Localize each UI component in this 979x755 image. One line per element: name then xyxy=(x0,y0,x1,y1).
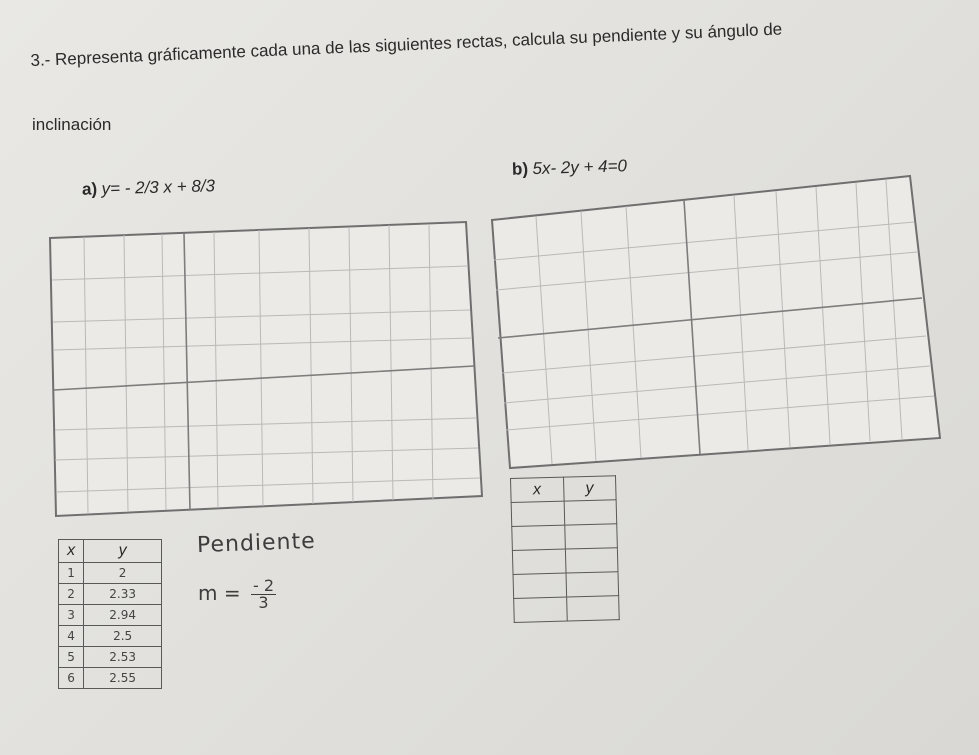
table-row xyxy=(59,563,162,584)
table-b-cell[interactable] xyxy=(512,525,565,550)
value-table-a xyxy=(58,539,162,689)
exercise-prompt-line-1: 3.- Representa gráficamente cada una de las siguientes rectas, calcula su pendiente y su ángulo de xyxy=(30,19,783,70)
table-b-cell[interactable] xyxy=(564,500,617,525)
equation-a-expression: y= - 2/3 x + 8/3 xyxy=(101,176,216,199)
table-b-header-y: y xyxy=(563,476,616,501)
table-b-cell[interactable] xyxy=(513,573,566,598)
value-table-b xyxy=(510,475,620,623)
table-a-header-x: x xyxy=(59,540,84,563)
table-b-header-x: x xyxy=(511,477,564,502)
table-b-cell[interactable] xyxy=(565,548,618,573)
table-row xyxy=(512,548,618,575)
coordinate-grid-b xyxy=(486,168,956,478)
table-row xyxy=(59,584,162,605)
table-a-cell[interactable]: 2.55 xyxy=(84,668,162,689)
table-row xyxy=(59,668,162,689)
table-a-cell[interactable]: 5 xyxy=(59,647,84,668)
table-b-cell[interactable] xyxy=(566,596,619,621)
coordinate-grid-a xyxy=(44,210,494,530)
table-b-cell[interactable] xyxy=(512,549,565,574)
table-a-cell[interactable]: 2.53 xyxy=(84,647,162,668)
handwritten-slope-word: Pendiente xyxy=(196,528,317,559)
slope-fraction xyxy=(251,578,276,611)
table-a-cell[interactable]: 6 xyxy=(59,668,84,689)
table-a-cell[interactable]: 2 xyxy=(84,563,162,584)
table-a-cell[interactable]: 2.33 xyxy=(84,584,162,605)
slope-numerator: - 2 xyxy=(252,576,275,595)
table-row xyxy=(59,605,162,626)
table-b-cell[interactable] xyxy=(566,572,619,597)
equation-a-label: a) xyxy=(81,179,98,199)
exercise-prompt-line-2: inclinación xyxy=(32,115,112,134)
handwritten-slope-value xyxy=(198,578,276,611)
slope-denominator: 3 xyxy=(258,593,269,612)
table-a-cell[interactable]: 3 xyxy=(59,605,84,626)
table-a-cell[interactable]: 1 xyxy=(59,563,84,584)
table-a-header-y: y xyxy=(84,540,162,563)
slope-prefix: m = xyxy=(198,581,241,605)
table-b-cell[interactable] xyxy=(564,524,617,549)
table-row xyxy=(513,572,619,599)
equation-a xyxy=(82,176,215,199)
equation-b-expression: 5x- 2y + 4=0 xyxy=(532,156,628,179)
table-a-cell[interactable]: 2 xyxy=(59,584,84,605)
table-row xyxy=(59,626,162,647)
table-b-cell[interactable] xyxy=(514,597,567,622)
table-a-cell[interactable]: 2.5 xyxy=(84,626,162,647)
table-row xyxy=(59,647,162,668)
table-row xyxy=(511,500,617,527)
table-b-cell[interactable] xyxy=(511,501,564,526)
equation-b-label: b) xyxy=(511,159,529,179)
table-row xyxy=(512,524,618,551)
table-a-cell[interactable]: 4 xyxy=(59,626,84,647)
table-a-cell[interactable]: 2.94 xyxy=(84,605,162,626)
table-row xyxy=(514,596,620,623)
